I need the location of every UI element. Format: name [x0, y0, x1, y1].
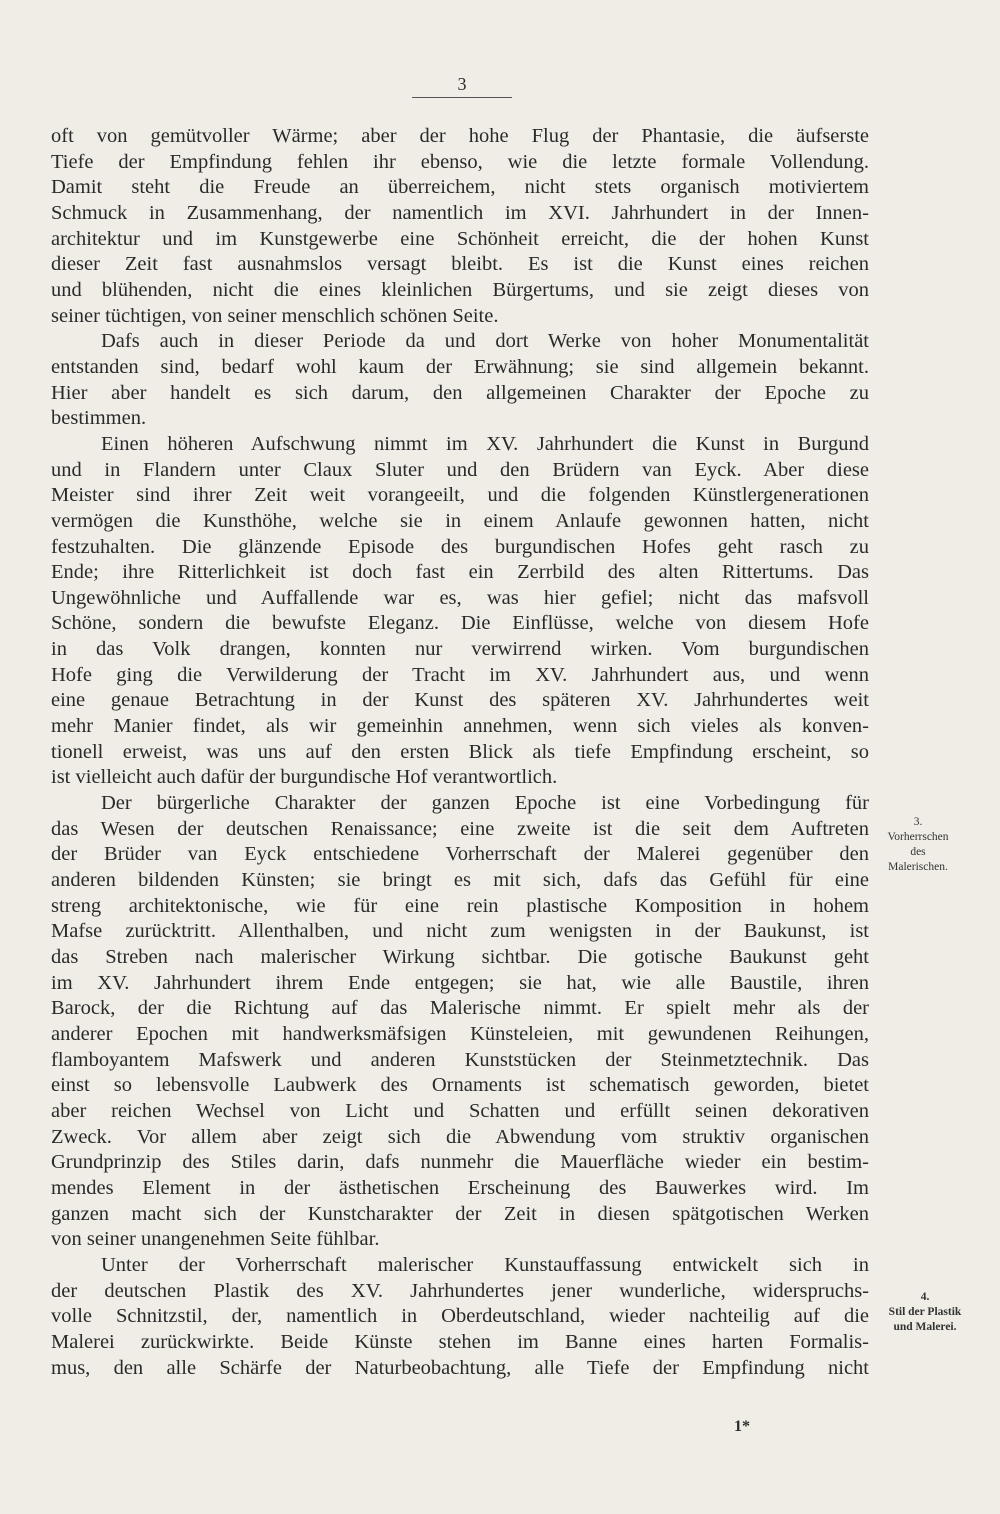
text-line: volle Schnitzstil, der, namentlich in Oberdeutschland, wieder nachteilig auf die — [51, 1305, 869, 1328]
margin-note-number: 4. — [920, 1291, 930, 1303]
text-line: seiner tüchtigen, von seiner menschlich schönen Seite. — [51, 304, 499, 327]
text-line: entstanden sind, bedarf wohl kaum der Erwähnung; sie sind allgemein bekannt. — [51, 355, 869, 378]
text-line: Damit steht die Freude an überreichem, nicht stets organisch motiviertem — [51, 176, 869, 199]
text-line: tionell erweist, was uns auf den ersten Blick als tiefe Empfindung erscheint, so — [51, 740, 869, 763]
text-line: der deutschen Plastik des XV. Jahrhundertes jener wunderliche, widerspruchs- — [51, 1279, 869, 1302]
text-line: Mafse zurücktritt. Allenthalben, und nicht zum wenigsten in der Baukunst, ist — [51, 920, 869, 943]
text-line: Hofe ging die Verwilderung der Tracht im XV. Jahrhundert aus, und wenn — [51, 663, 869, 686]
page-number: 3 — [412, 74, 512, 98]
text-line: ganzen macht sich der Kunstcharakter der Zeit in diesen spätgotischen Werken — [51, 1202, 869, 1225]
text-line: ist vielleicht auch dafür der burgundische Hof verantwortlich. — [51, 766, 558, 789]
text-line: flamboyantem Mafswerk und anderen Kunststücken der Steinmetztechnik. Das — [51, 1048, 869, 1071]
margin-note-title: und Malerei. — [893, 1321, 957, 1333]
text-line: eine genaue Betrachtung in der Kunst des späteren XV. Jahrhundertes weit — [51, 689, 869, 712]
text-line: mus, den alle Schärfe der Naturbeobachtung, alle Tiefe der Empfindung nicht — [51, 1356, 869, 1379]
text-line: Meister sind ihrer Zeit weit vorangeeilt, und die folgenden Künstlergenerationen — [51, 484, 869, 507]
margin-note-number: 3. — [913, 816, 923, 828]
text-line: Dafs auch in dieser Periode da und dort Werke von hoher Monumentalität — [101, 330, 869, 353]
text-line: anderen bildenden Künsten; sie bringt es mit sich, dafs das Gefühl für eine — [51, 869, 869, 892]
margin-note-title: des — [910, 846, 926, 858]
body-text — [51, 124, 869, 1381]
text-line: Schöne, sondern die bewufste Eleganz. Die Einflüsse, welche von diesem Hofe — [51, 612, 869, 635]
text-line: Malerei zurückwirkte. Beide Künste stehen im Banne eines harten Formalis- — [51, 1330, 869, 1353]
text-line: oft von gemütvoller Wärme; aber der hohe Flug der Phantasie, die äufserste — [51, 125, 869, 147]
text-line: mehr Manier findet, als wir gemeinhin annehmen, wenn sich vieles als konven- — [51, 715, 869, 738]
text-line: architektur und im Kunstgewerbe eine Schönheit erreicht, die der hohen Kunst — [51, 227, 869, 250]
text-line: in das Volk drangen, konnten nur verwirrend wirken. Vom burgundischen — [51, 638, 869, 661]
text-line: anderer Epochen mit handwerksmäfsigen Künsteleien, mit gewundenen Reihungen, — [51, 1022, 869, 1045]
text-line: mendes Element in der ästhetischen Erscheinung des Bauwerkes wird. Im — [51, 1176, 869, 1199]
margin-note-title: Vorherrschen — [887, 831, 949, 843]
text-line: das Wesen der deutschen Renaissance; eine zweite ist die seit dem Auftreten — [51, 817, 869, 840]
text-line: Ende; ihre Ritterlichkeit ist doch fast ein Zerrbild des alten Rittertums. Das — [51, 561, 869, 584]
text-line: und in Flandern unter Claux Sluter und den Brüdern van Eyck. Aber diese — [51, 458, 869, 481]
text-line: Grundprinzip des Stiles darin, dafs nunmehr die Mauerfläche wieder ein bestim- — [51, 1151, 869, 1174]
text-line: aber reichen Wechsel von Licht und Schatten und erfüllt seinen dekorativen — [51, 1099, 869, 1122]
text-line: streng architektonische, wie für eine rein plastische Komposition in hohem — [51, 894, 869, 917]
text-line: Der bürgerliche Charakter der ganzen Epoche ist eine Vorbedingung für — [101, 792, 869, 815]
text-line: im XV. Jahrhundert ihrem Ende entgegen; sie hat, wie alle Baustile, ihren — [51, 971, 869, 994]
text-line: Schmuck in Zusammenhang, der namentlich im XVI. Jahrhundert in der Innen- — [51, 201, 869, 224]
margin-note-title: Malerischen. — [888, 861, 948, 873]
margin-note-title: Stil der Plastik — [888, 1306, 962, 1318]
margin-note-4 — [870, 1290, 980, 1335]
text-line: und blühenden, nicht die eines kleinlichen Bürgertums, und sie zeigt dieses von — [51, 278, 869, 301]
text-line: Barock, der die Richtung auf das Malerische nimmt. Er spielt mehr als der — [51, 997, 869, 1020]
text-line: bestimmen. — [51, 407, 147, 430]
text-line: Tiefe der Empfindung fehlen ihr ebenso, wie die letzte formale Vollendung. — [51, 150, 869, 173]
text-line: Einen höheren Aufschwung nimmt im XV. Jahrhundert die Kunst in Burgund — [101, 432, 869, 455]
text-line: der Brüder van Eyck entschiedene Vorherrschaft der Malerei gegenüber den — [51, 843, 869, 866]
sheet-signature: 1* — [734, 1418, 750, 1435]
margin-note-3 — [872, 815, 964, 875]
text-line: Zweck. Vor allem aber zeigt sich die Abwendung vom struktiv organischen — [51, 1125, 869, 1148]
text-line: Unter der Vorherrschaft malerischer Kunstauffassung entwickelt sich in — [101, 1253, 869, 1276]
text-line: festzuhalten. Die glänzende Episode des burgundischen Hofes geht rasch zu — [51, 535, 869, 558]
text-line: dieser Zeit fast ausnahmslos versagt bleibt. Es ist die Kunst eines reichen — [51, 253, 869, 276]
text-line: von seiner unangenehmen Seite fühlbar. — [51, 1228, 380, 1251]
text-line: das Streben nach malerischer Wirkung sichtbar. Die gotische Baukunst geht — [51, 946, 869, 968]
text-line: Ungewöhnliche und Auffallende war es, was hier gefiel; nicht das mafsvoll — [51, 586, 869, 609]
text-line: einst so lebensvolle Laubwerk des Ornaments ist schematisch geworden, bietet — [51, 1074, 869, 1097]
text-line: Hier aber handelt es sich darum, den allgemeinen Charakter der Epoche zu — [51, 381, 869, 404]
text-line: vermögen die Kunsthöhe, welche sie in einem Anlaufe gewonnen hatten, nicht — [51, 509, 869, 532]
